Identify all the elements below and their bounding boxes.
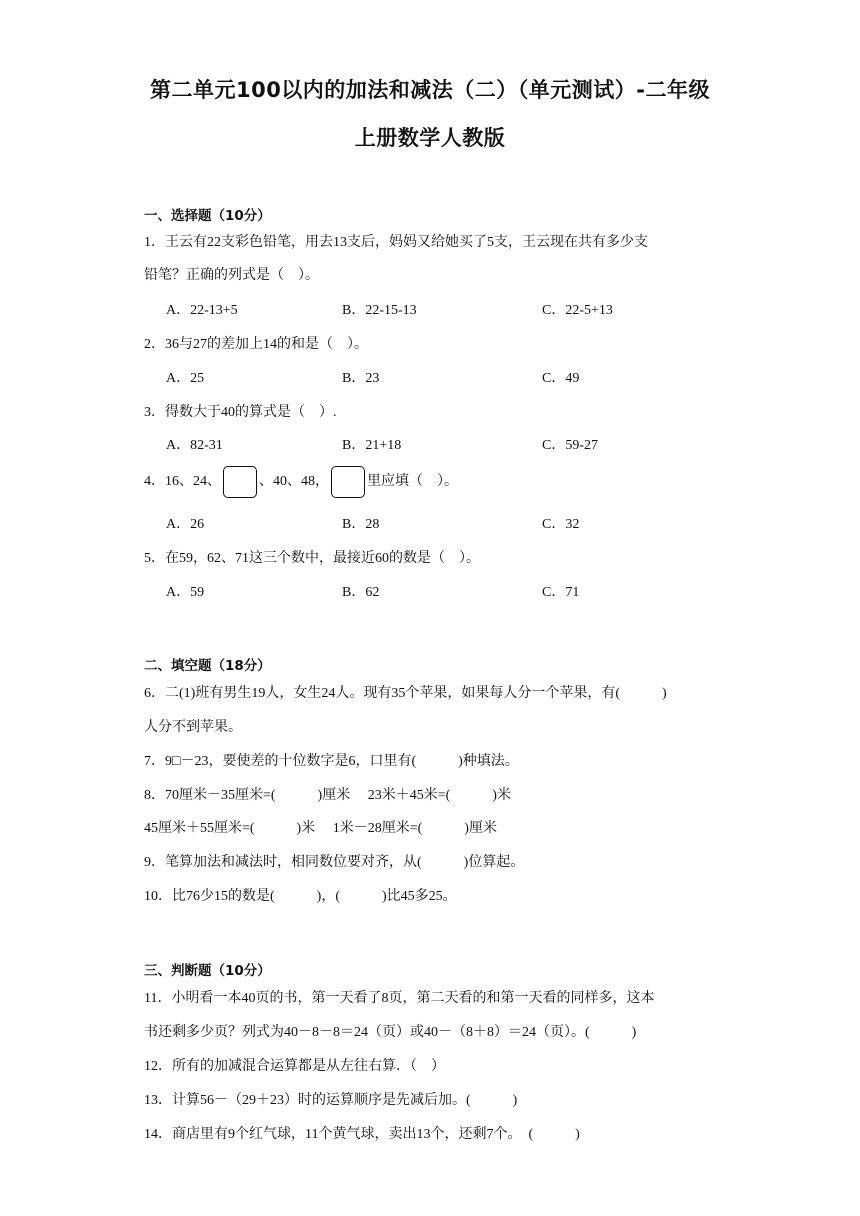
question-3-text: 3．得数大于40的算式是（ ）. <box>144 405 337 420</box>
question-7-text: 7．9□－23，要使差的十位数字是6，口里有( )种填法。 <box>144 754 519 769</box>
question-8-text-cont: 45厘米＋55厘米=( )米 1米－28厘米=( )厘米 <box>144 821 497 836</box>
question-1-text-cont: 铅笔？正确的列式是（ ）。 <box>144 268 319 283</box>
answer-box-1 <box>223 466 257 498</box>
question-6-text: 6．二(1)班有男生19人，女生24人。现有35个苹果，如果每人分一个苹果，有( ) <box>144 686 667 701</box>
page-title-line-2: 上册数学人教版 <box>354 126 506 150</box>
question-2-text: 2．36与27的差加上14的和是（ ）。 <box>144 337 368 352</box>
question-12-text: 12．所有的加减混合运算都是从左往右算．（ ） <box>144 1059 445 1074</box>
question-11-text: 11．小明看一本40页的书，第一天看了8页，第二天看的和第一天看的同样多，这本 <box>144 991 655 1006</box>
question-2-option-a: A．25 <box>166 371 205 386</box>
question-11-text-cont: 书还剩多少页？列式为40－8－8＝24（页）或40－（8＋8）＝24（页）。( ) <box>144 1025 637 1040</box>
question-4-option-c: C．32 <box>542 517 580 532</box>
question-10-text: 10．比76少15的数是( )，( )比45多25。 <box>144 889 457 904</box>
section-heading-judgement: 三、判断题（10分） <box>144 963 271 979</box>
question-9-text: 9．笔算加法和减法时，相同数位要对齐，从( )位算起。 <box>144 855 525 870</box>
question-1-option-a: A．22-13+5 <box>166 303 238 318</box>
question-8-text: 8．70厘米－35厘米=( )厘米 23米＋45米=( )米 <box>144 788 511 803</box>
question-4-text <box>144 466 458 498</box>
question-1-text: 1．王云有22支彩色铅笔，用去13支后，妈妈又给她买了5支，王云现在共有多少支 <box>144 235 648 250</box>
question-2-option-c: C．49 <box>542 371 580 386</box>
question-3-option-a: A．82-31 <box>166 438 223 453</box>
question-6-text-cont: 人分不到苹果。 <box>144 720 242 735</box>
question-2-option-b: B．23 <box>342 371 380 386</box>
question-4-part-2: 、40、48， <box>259 474 329 490</box>
question-4-option-b: B．28 <box>342 517 380 532</box>
section-heading-fill-blank: 二、填空题（18分） <box>144 658 271 674</box>
question-1-option-b: B．22-15-13 <box>342 303 417 318</box>
question-4-option-a: A．26 <box>166 517 205 532</box>
page-title-line-1: 第二单元100以内的加法和减法（二）（单元测试）-二年级 <box>149 78 711 102</box>
question-5-text: 5．在59，62、71这三个数中，最接近60的数是（ ）。 <box>144 551 480 566</box>
question-4-part-3: 里应填（ ）。 <box>367 474 458 490</box>
section-heading-choice: 一、选择题（10分） <box>144 208 271 224</box>
question-5-option-a: A．59 <box>166 585 205 600</box>
question-14-text: 14．商店里有9个红气球，11个黄气球，卖出13个，还剩7个。 ( ) <box>144 1127 580 1142</box>
question-5-option-c: C．71 <box>542 585 580 600</box>
question-5-option-b: B．62 <box>342 585 380 600</box>
question-1-option-c: C．22-5+13 <box>542 303 613 318</box>
answer-box-2 <box>331 466 365 498</box>
question-4-part-1: 4．16、24、 <box>144 474 221 490</box>
question-3-option-b: B．21+18 <box>342 438 402 453</box>
question-3-option-c: C．59-27 <box>542 438 598 453</box>
question-13-text: 13．计算56－（29＋23）时的运算顺序是先减后加。( ) <box>144 1093 518 1108</box>
